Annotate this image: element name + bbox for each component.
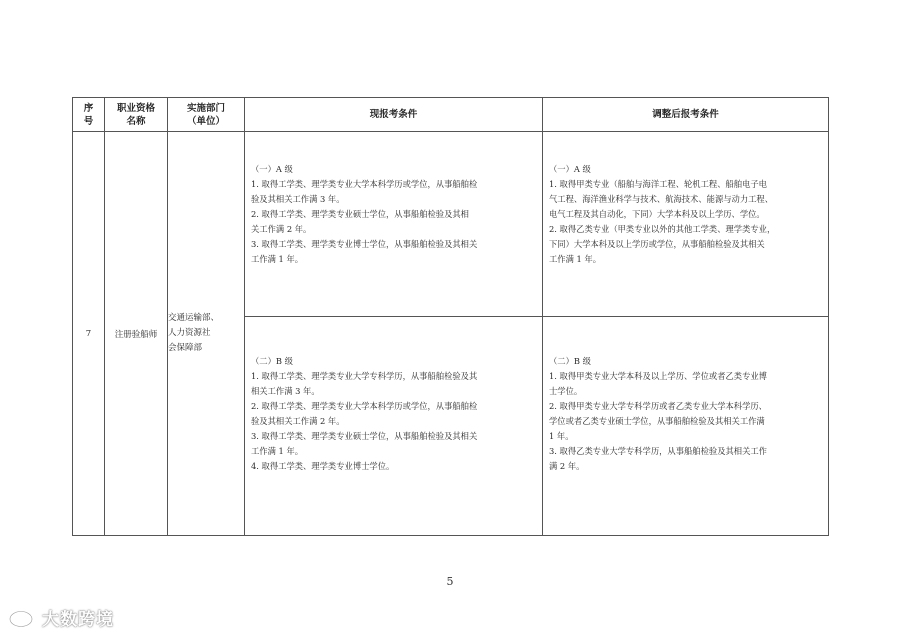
qualification-table	[72, 97, 829, 536]
row-seq: 7	[73, 132, 105, 536]
current-level-b-cell: （二）B 级 1. 取得工学类、理学类专业大学专科学历，从事船舶检验及其 相关工作满 3 年。 2. 取得工学类、理学类专业大学本科学历或学位，从事船舶检 验及其相关工作满 2 年。 3. 取得工学类、理学类专业硕士学位，从事船舶检验及其相关 工作满 1 年。 4. 取得工学类、理学类专业博士学位。	[245, 317, 543, 536]
adjusted-level-b-cell: （二）B 级 1. 取得甲类专业大学本科及以上学历、学位或者乙类专业博 士学位。 2. 取得甲类专业大学专科学历或者乙类专业大学本科学历、 学位或者乙类专业硕士学位，从事船舶检验及其相关工作满 1 年。 3. 取得乙类专业大学专科学历，从事船舶检验及其相关工作 满 2 年。	[543, 317, 829, 536]
watermark	[8, 602, 114, 632]
header-adjusted-conditions: 调整后报考条件	[543, 98, 829, 132]
row-department: 交通运输部、 人力资源社 会保障部	[168, 132, 245, 536]
table-header-row	[73, 98, 829, 132]
header-current-conditions: 现报考条件	[245, 98, 543, 132]
table-row	[73, 132, 829, 317]
header-seq: 序 号	[73, 98, 105, 132]
page-number: 5	[446, 575, 454, 588]
watermark-text: 大数跨境	[42, 609, 114, 630]
header-department: 实施部门 （单位）	[168, 98, 245, 132]
current-level-a-cell: （一）A 级 1. 取得工学类、理学类专业大学本科学历或学位，从事船舶检 验及其相关工作满 3 年。 2. 取得工学类、理学类专业硕士学位，从事船舶检验及其相 关工作满 2 年。 3. 取得工学类、理学类专业博士学位，从事船舶检验及其相关 工作满 1 年。	[245, 132, 543, 317]
adjusted-level-a-cell: （一）A 级 1. 取得甲类专业（船舶与海洋工程、轮机工程、船舶电子电 气工程、海洋渔业科学与技术、航海技术、能源与动力工程、 电气工程及其自动化，下同）大学本科及以上学历、学位。 2. 取得乙类专业（甲类专业以外的其他工学类、理学类专业， 下同）大学本科及以上学历或学位，从事船舶检验及其相关 工作满 1 年。	[543, 132, 829, 317]
header-qualification: 职业资格 名称	[105, 98, 168, 132]
row-qualification: 注册验船师	[105, 132, 168, 536]
weibo-logo-icon	[8, 606, 38, 628]
